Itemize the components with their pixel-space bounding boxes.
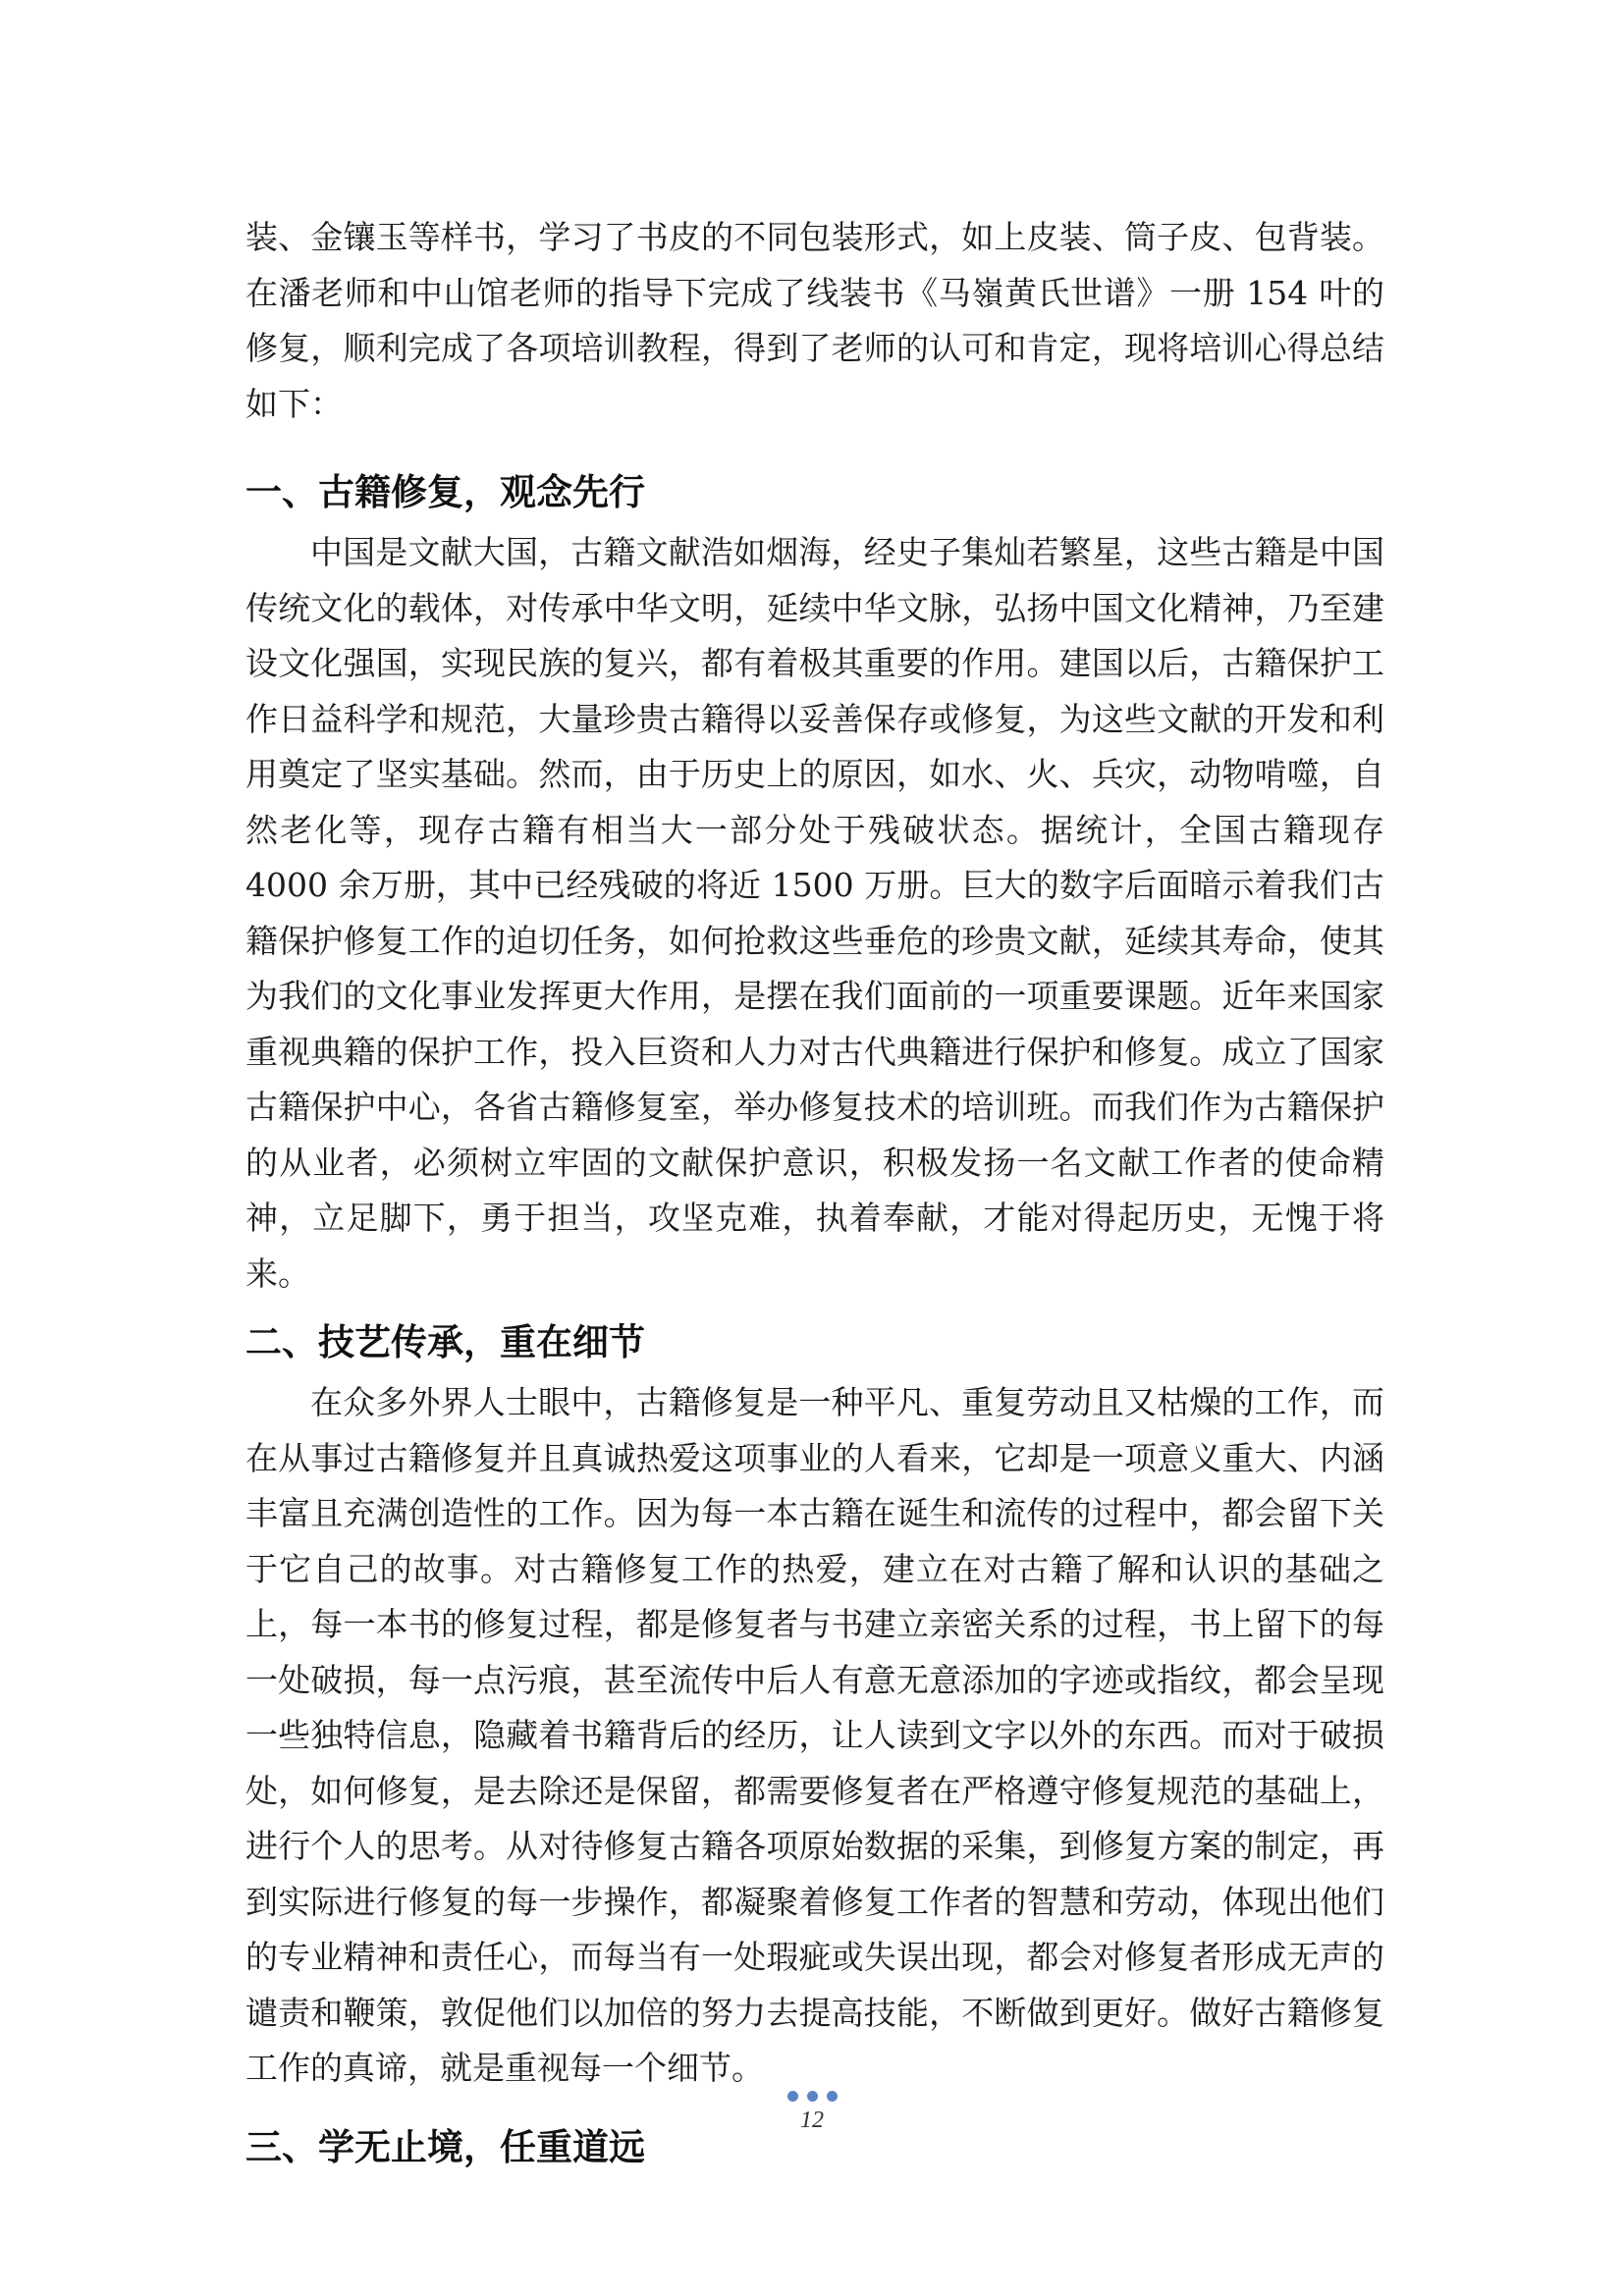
dot-icon xyxy=(827,2091,838,2102)
intro-paragraph: 装、金镶玉等样书，学习了书皮的不同包装形式，如上皮装、筒子皮、包背装。在潘老师和中山馆老师的指导下完成了线装书《马嶺黄氏世谱》一册 154 叶的修复，顺利完成了各项培训教程，得到了老师的认可和肯定，现将培训心得总结如下： xyxy=(245,218,1384,423)
page-footer xyxy=(0,2091,1624,2134)
section-heading-2: 二、技艺传承，重在细节 xyxy=(245,1321,645,1363)
footer-dots-ornament xyxy=(0,2091,1624,2105)
section-heading-1: 一、古籍修复，观念先行 xyxy=(245,471,645,513)
dot-icon xyxy=(807,2091,818,2102)
section-2-paragraph: 在众多外界人士眼中，古籍修复是一种平凡、重复劳动且又枯燥的工作，而在从事过古籍修复并且真诚热爱这项事业的人看来，它却是一项意义重大、内涵丰富且充满创造性的工作。因为每一本古籍在诞生和流传的过程中，都会留下关于它自己的故事。对古籍修复工作的热爱，建立在对古籍了解和认识的基础之上，每一本书的修复过程，都是修复者与书建立亲密关系的过程，书上留下的每一处破损，每一点污痕，甚至流传中后人有意无意添加的字迹或指纹，都会呈现一些独特信息，隐藏着书籍背后的经历，让人读到文字以外的东西。而对于破损处，如何修复，是去除还是保留，都需要修复者在严格遵守修复规范的基础上，进行个人的思考。从对待修复古籍各项原始数据的采集，到修复方案的制定，再到实际进行修复的每一步操作，都凝聚着修复工作者的智慧和劳动，体现出他们的专业精神和责任心，而每当有一处瑕疵或失误出现，都会对修复者形成无声的谴责和鞭策，敦促他们以加倍的努力去提高技能，不断做到更好。做好古籍修复工作的真谛，就是重视每一个细节。 xyxy=(245,1383,1384,2087)
dot-icon xyxy=(787,2091,798,2102)
section-heading-3: 三、学无止境，任重道远 xyxy=(245,2125,645,2168)
document-body xyxy=(245,210,1384,2180)
page-number: 12 xyxy=(800,2108,824,2133)
section-1-paragraph: 中国是文献大国，古籍文献浩如烟海，经史子集灿若繁星，这些古籍是中国传统文化的载体，对传承中华文明，延续中华文脉，弘扬中国文化精神，乃至建设文化强国，实现民族的复兴，都有着极其重要的作用。建国以后，古籍保护工作日益科学和规范，大量珍贵古籍得以妥善保存或修复，为这些文献的开发和利用奠定了坚实基础。然而，由于历史上的原因，如水、火、兵灾，动物啃噬，自然老化等，现存古籍有相当大一部分处于残破状态。据统计，全国古籍现存 4000 余万册，其中已经残破的将近 1500 万册。巨大的数字后面暗示着我们古籍保护修复工作的迫切任务，如何抢救这些垂危的珍贵文献，延续其寿命，使其为我们的文化事业发挥更大作用，是摆在我们面前的一项重要课题。近年来国家重视典籍的保护工作，投入巨资和人力对古代典籍进行保护和修复。成立了国家古籍保护中心，各省古籍修复室，举办修复技术的培训班。而我们作为古籍保护的从业者，必须树立牢固的文献保护意识，积极发扬一名文献工作者的使命精神，立足脚下，勇于担当，攻坚克难，执着奉献，才能对得起历史，无愧于将来。 xyxy=(245,533,1384,1293)
